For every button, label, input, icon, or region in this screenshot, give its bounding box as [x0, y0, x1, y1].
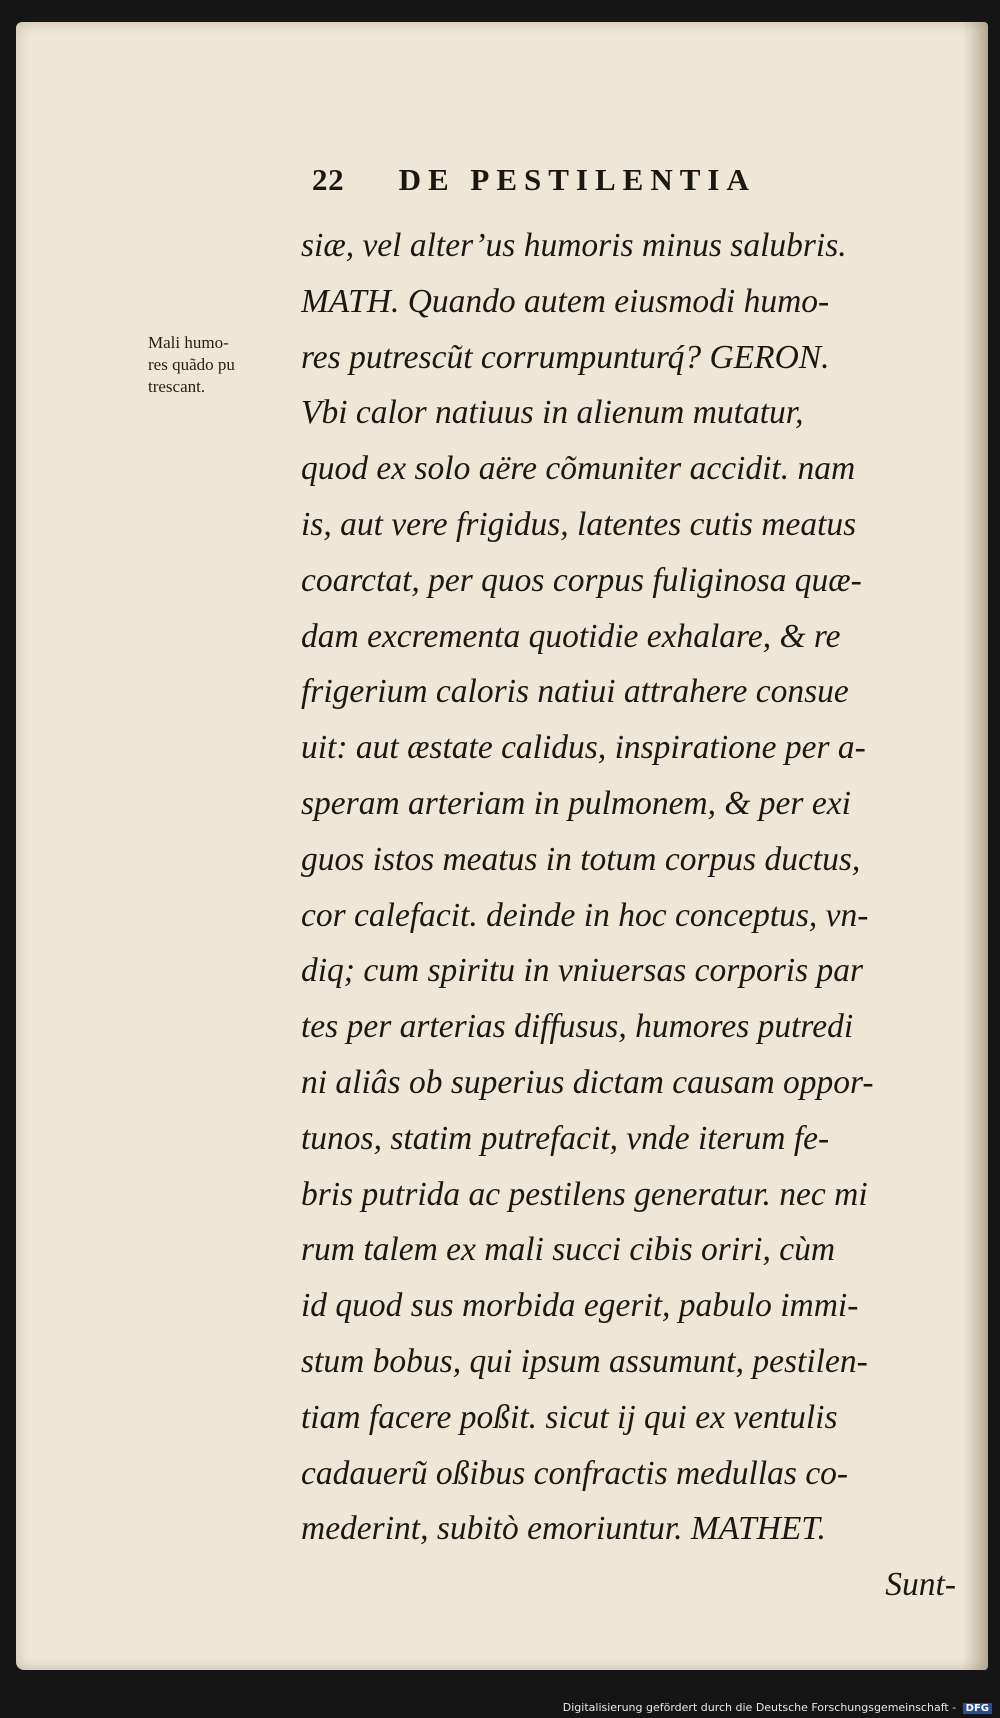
- text-line: coarctat, per quos corpus fuliginosa quæ-: [301, 561, 862, 599]
- text-line: frigerium caloris natiui attrahere consue: [301, 673, 849, 711]
- text-line: tunos, statim putrefacit, vnde iterum fe-: [301, 1119, 830, 1157]
- text-line: uit: aut æstate calidus, inspiratione per a-: [301, 729, 866, 767]
- book-page: [16, 22, 988, 1670]
- marginal-note: [148, 332, 298, 398]
- credit-text: Digitalisierung gefördert durch die Deutsche Forschungsgemeinschaft -: [562, 1701, 957, 1714]
- text-line: cor calefacit. deinde in hoc conceptus, vn-: [301, 896, 869, 934]
- text-line: dam excrementa quotidie exhalare, & re: [301, 617, 841, 655]
- text-line: Vbi calor natiuus in alienum mutatur,: [301, 394, 804, 432]
- dfg-logo: DFG: [963, 1703, 992, 1714]
- text-line: res putrescũt corrumpunturq́? GERON.: [301, 338, 830, 376]
- text-line: MATH. Quando autem eiusmodi humo-: [301, 282, 830, 320]
- text-line: tiam facere poßit. sicut ij qui ex ventulis: [301, 1398, 838, 1436]
- body-text: [301, 218, 956, 1613]
- marginal-note-line: Mali humo-: [148, 333, 229, 352]
- text-line: rum talem ex mali succi cibis oriri, cùm: [301, 1231, 836, 1269]
- text-line: ni aliâs ob superius dictam causam oppor-: [301, 1063, 874, 1101]
- page-header: [312, 162, 756, 198]
- catchword: Sunt-: [885, 1566, 956, 1604]
- text-line: id quod sus morbida egerit, pabulo immi-: [301, 1287, 859, 1325]
- running-title: DE PESTILENTIA: [398, 162, 756, 197]
- text-line: quod ex solo aëre cõmuniter accidit. nam: [301, 450, 856, 488]
- text-line: is, aut vere frigidus, latentes cutis meatus: [301, 505, 857, 543]
- text-line: bris putrida ac pestilens generatur. nec mi: [301, 1175, 868, 1213]
- text-line: stum bobus, qui ipsum assumunt, pestilen-: [301, 1342, 868, 1380]
- text-line: speram arteriam in pulmonem, & per exi: [301, 784, 851, 822]
- page-number: 22: [312, 162, 345, 197]
- text-line: tes per arterias diffusus, humores putredi: [301, 1008, 854, 1046]
- text-line: cadauerũ oßibus confractis medullas co-: [301, 1454, 849, 1492]
- digitization-credit: [563, 1701, 992, 1714]
- text-line: siæ, vel alter’us humoris minus salubris.: [301, 227, 847, 264]
- text-line: mederint, subitò emoriuntur. MATHET.: [301, 1510, 826, 1548]
- text-line: diq; cum spiritu in vniuersas corporis par: [301, 952, 864, 990]
- marginal-note-line: res quãdo pu: [148, 355, 235, 374]
- marginal-note-line: trescant.: [148, 377, 206, 396]
- text-line: guos istos meatus in totum corpus ductus,: [301, 840, 861, 878]
